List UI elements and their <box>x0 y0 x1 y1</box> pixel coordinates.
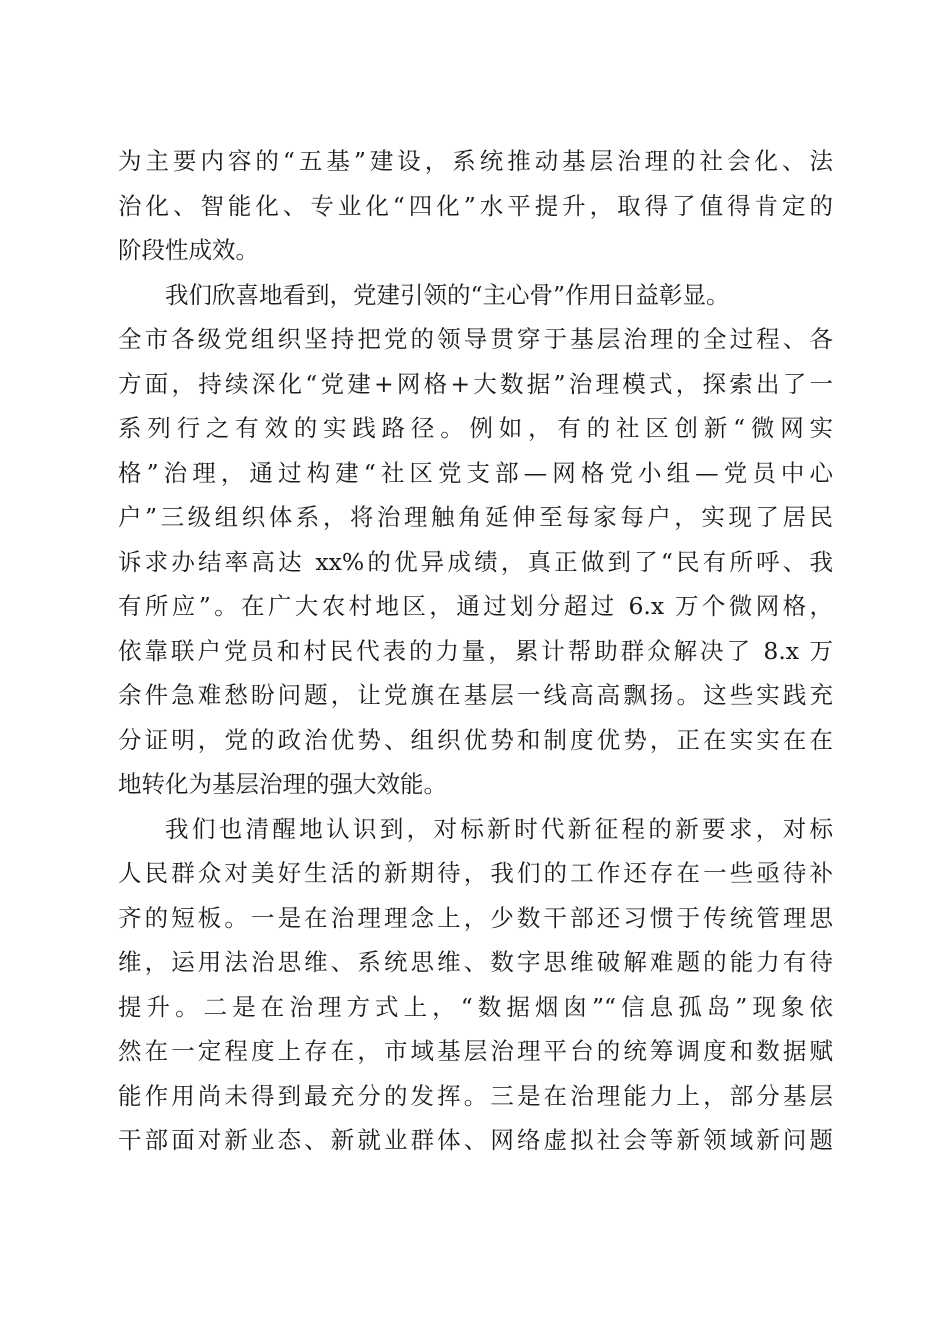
text-line: 地转化为基层治理的强大效能。 <box>118 770 447 798</box>
text-line: 干部面对新业态、新就业群体、网络虚拟社会等新领域新问题 <box>118 1126 833 1154</box>
text-line: 余件急难愁盼问题，让党旗在基层一线高高飘扬。这些实践充 <box>118 681 833 709</box>
text-line: 维，运用法治思维、系统思维、数字思维破解难题的能力有待 <box>118 948 833 976</box>
text-line: 方面，持续深化“党建+网格+大数据”治理模式，探索出了一 <box>118 369 833 398</box>
text-line: 治化、智能化、专业化“四化”水平提升，取得了值得肯定的 <box>118 191 833 220</box>
text-line: 户”三级组织体系，将治理触角延伸至每家每户，实现了居民 <box>118 503 833 531</box>
text-line: 依靠联户党员和村民代表的力量，累计帮助群众解决了 8.x 万 <box>118 636 833 665</box>
paragraph-2 <box>118 273 833 807</box>
text-line: 有所应”。在广大农村地区，通过划分超过 6.x 万个微网格， <box>118 592 833 620</box>
text-line: 提升。二是在治理方式上，“数据烟囱”“信息孤岛”现象依 <box>118 992 833 1021</box>
document-body <box>118 139 833 1163</box>
text-line: 然在一定程度上存在，市域基层治理平台的统筹调度和数据赋 <box>118 1037 833 1065</box>
text-line: 能作用尚未得到最充分的发挥。三是在治理能力上，部分基层 <box>118 1081 833 1110</box>
text-line: 阶段性成效。 <box>118 236 259 264</box>
text-line: 系列行之有效的实践路径。例如，有的社区创新“微网实 <box>118 414 833 442</box>
text-line: 人民群众对美好生活的新期待，我们的工作还存在一些亟待补 <box>118 859 833 887</box>
text-line: 为主要内容的“五基”建设，系统推动基层治理的社会化、法 <box>118 147 833 175</box>
text-line: 我们也清醒地认识到，对标新时代新征程的新要求，对标 <box>165 814 833 843</box>
paragraph-3 <box>118 807 833 1163</box>
text-line: 格”治理，通过构建“社区党支部—网格党小组—党员中心 <box>118 458 833 487</box>
paragraph-1 <box>118 139 833 273</box>
text-line: 我们欣喜地看到，党建引领的“主心骨”作用日益彰显。 <box>165 280 730 309</box>
text-line: 齐的短板。一是在治理理念上，少数干部还习惯于传统管理思 <box>118 903 833 932</box>
text-line: 全市各级党组织坚持把党的领导贯穿于基层治理的全过程、各 <box>118 325 833 353</box>
text-line: 诉求办结率高达 xx%的优异成绩，真正做到了“民有所呼、我 <box>118 547 833 576</box>
text-line: 分证明，党的政治优势、组织优势和制度优势，正在实实在在 <box>118 725 833 754</box>
